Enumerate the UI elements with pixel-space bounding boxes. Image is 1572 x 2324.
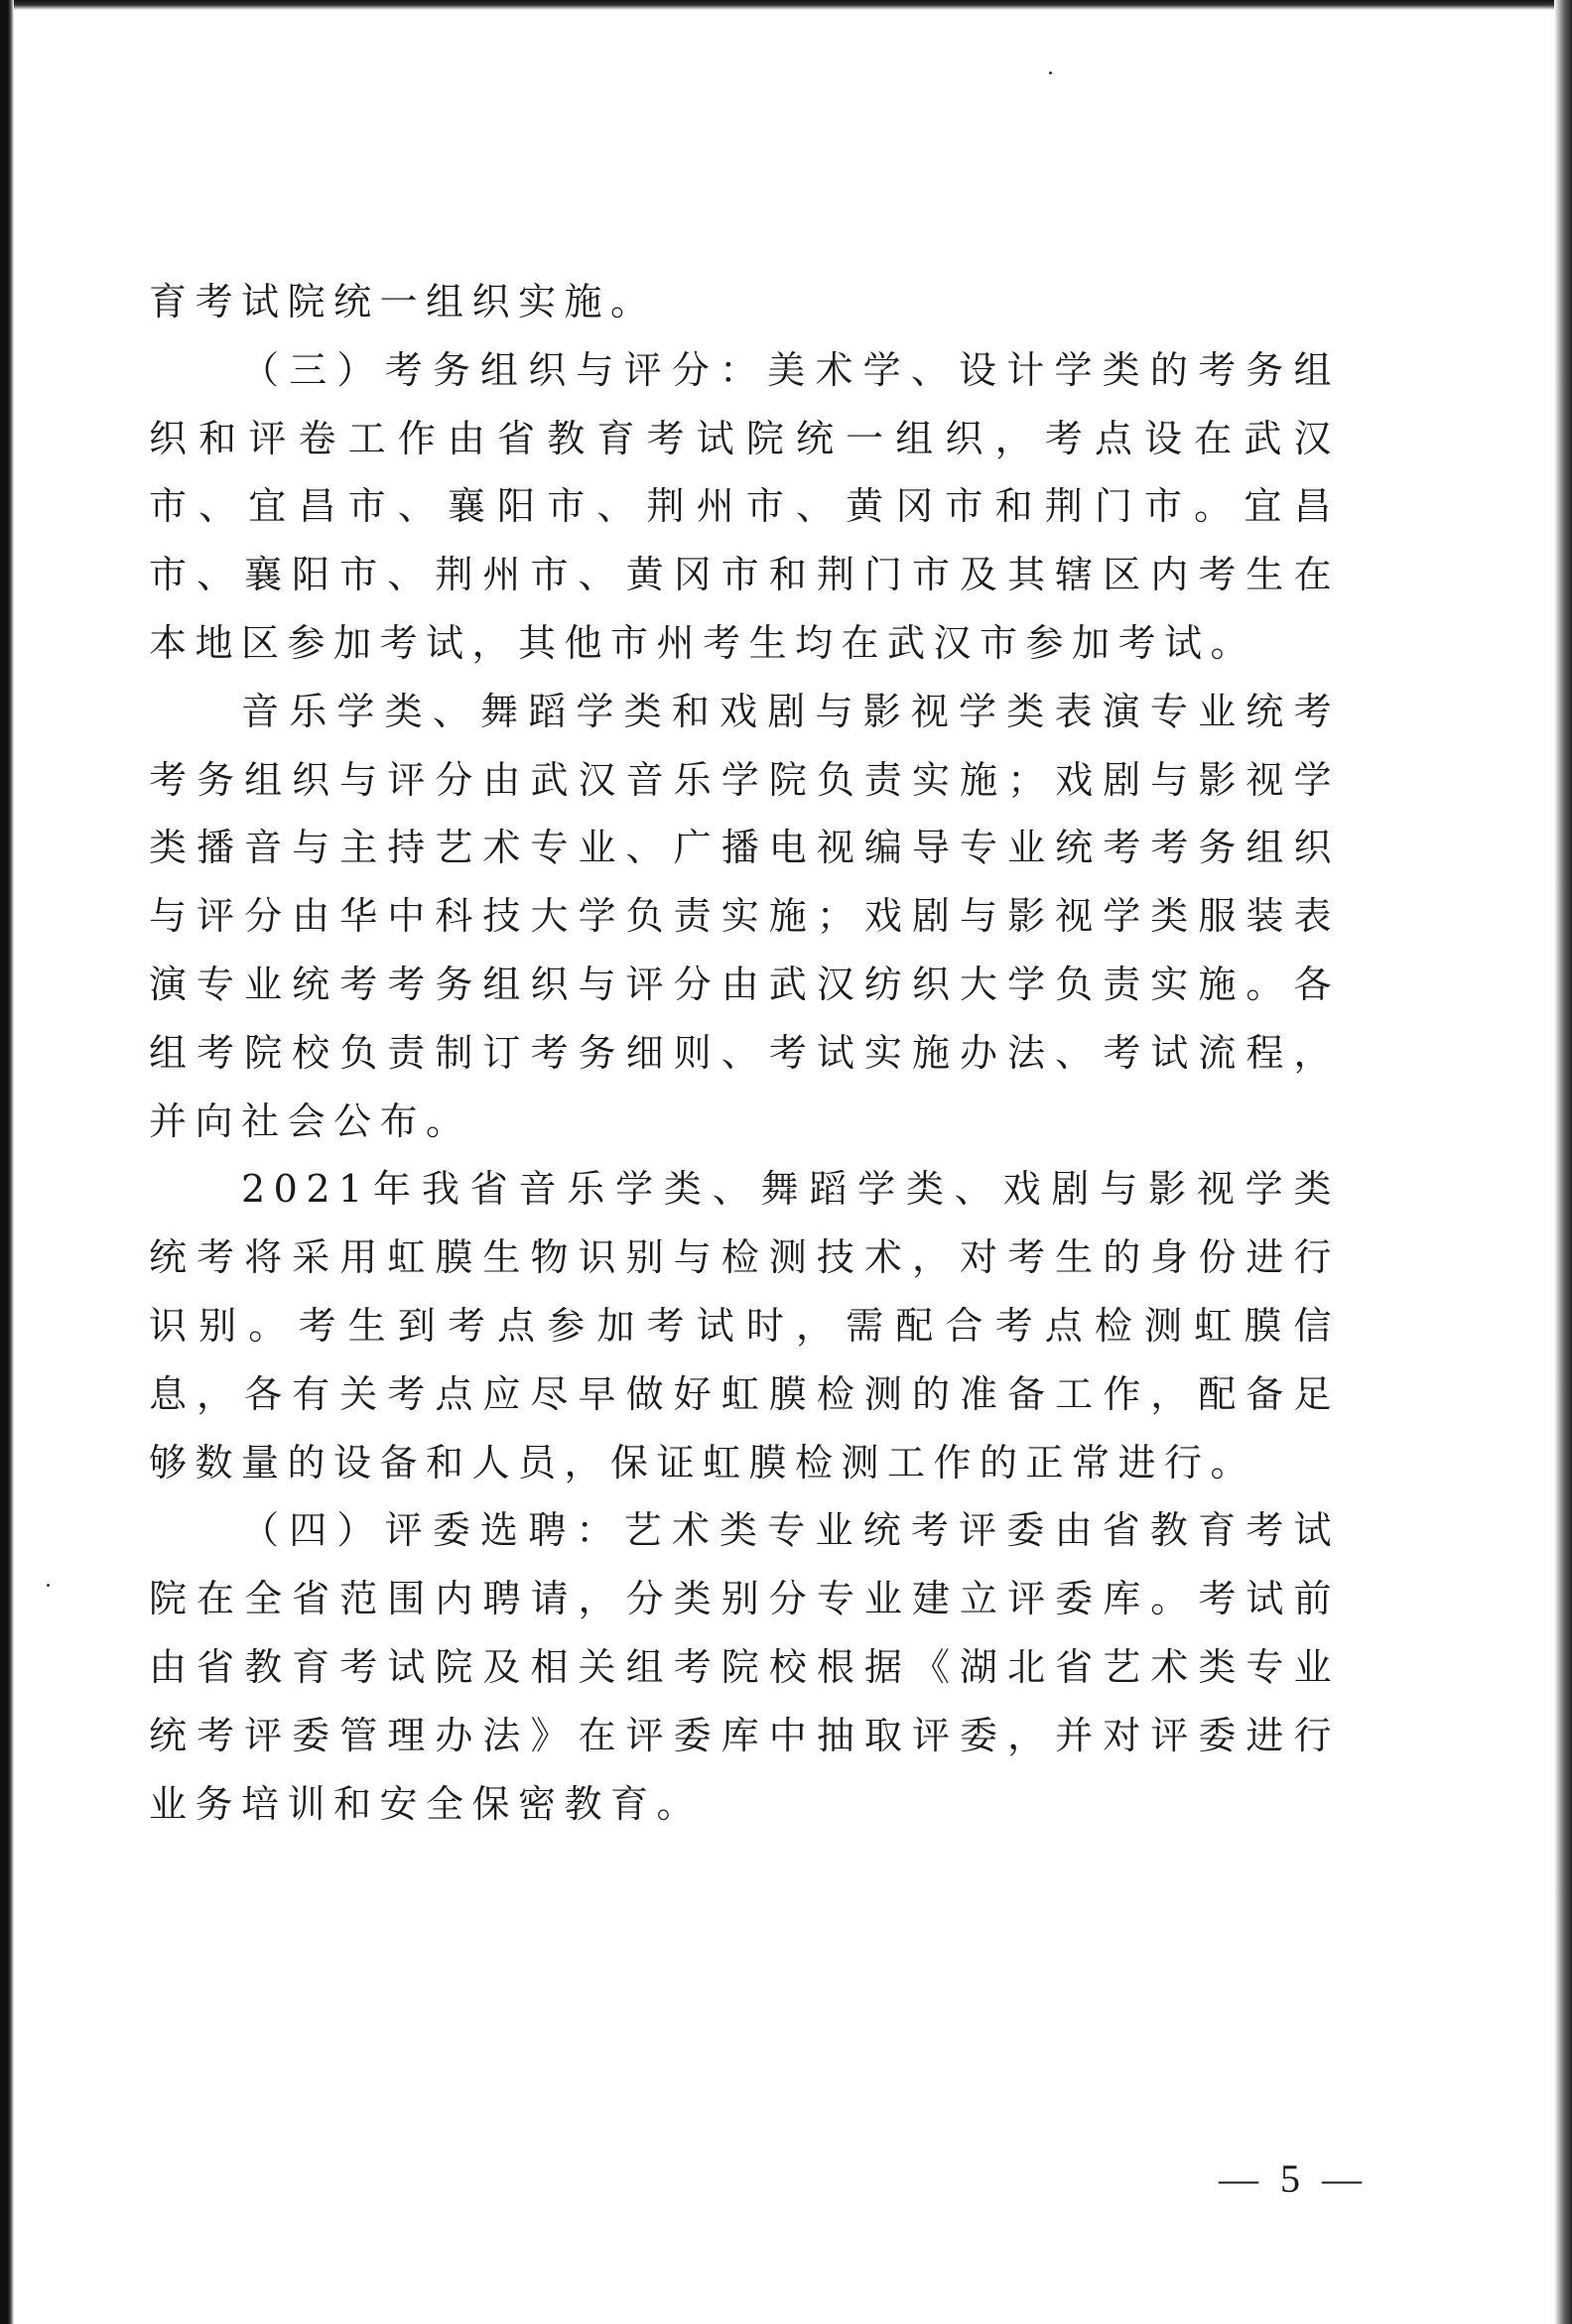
- document-body: [149, 268, 1340, 1838]
- scan-border-right: [1554, 0, 1572, 2324]
- paragraph-iris-recognition: 2021年我省音乐学类、舞蹈学类、戏剧与影视学类统考将采用虹膜生物识别与检测技术，对考生的身份进行识别。考生到考点参加考试时，需配合考点检测虹膜信息，各有关考点应尽早做好虹膜检测的准备工作，配备足够数量的设备和人员，保证虹膜检测工作的正常进行。: [149, 1167, 1340, 1485]
- paragraph-judge-selection: （四）评委选聘：艺术类专业统考评委由省教育考试院在全省范围内聘请，分类别分专业建立评委库。考试前由省教育考试院及相关组考院校根据《湖北省艺术类专业统考评委管理办法》在评委库中抽取评委，并对评委进行业务培训和安全保密教育。: [149, 1508, 1340, 1826]
- scan-speck: [1049, 71, 1052, 74]
- scan-border-left: [0, 0, 14, 2324]
- paragraph-exam-organization: （三）考务组织与评分：美术学、设计学类的考务组织和评卷工作由省教育考试院统一组织，考点设在武汉市、宜昌市、襄阳市、荆州市、黄冈市和荆门市。宜昌市、襄阳市、荆州市、黄冈市和荆门市及其辖区内考生在本地区参加考试，其他市州考生均在武汉市参加考试。: [149, 347, 1340, 665]
- paragraph-continuation: 育考试院统一组织实施。: [149, 280, 657, 323]
- page-number: — 5 —: [1219, 2156, 1368, 2201]
- scan-speck: [47, 1584, 50, 1587]
- scan-border-top: [0, 0, 1572, 10]
- paragraph-music-dance-drama: 音乐学类、舞蹈学类和戏剧与影视学类表演专业统考考务组织与评分由武汉音乐学院负责实施；戏剧与影视学类播音与主持艺术专业、广播电视编导专业统考考务组织与评分由华中科技大学负责实施；戏剧与影视学类服装表演专业统考考务组织与评分由武汉纺织大学负责实施。各组考院校负责制订考务细则、考试实施办法、考试流程，并向社会公布。: [149, 689, 1340, 1143]
